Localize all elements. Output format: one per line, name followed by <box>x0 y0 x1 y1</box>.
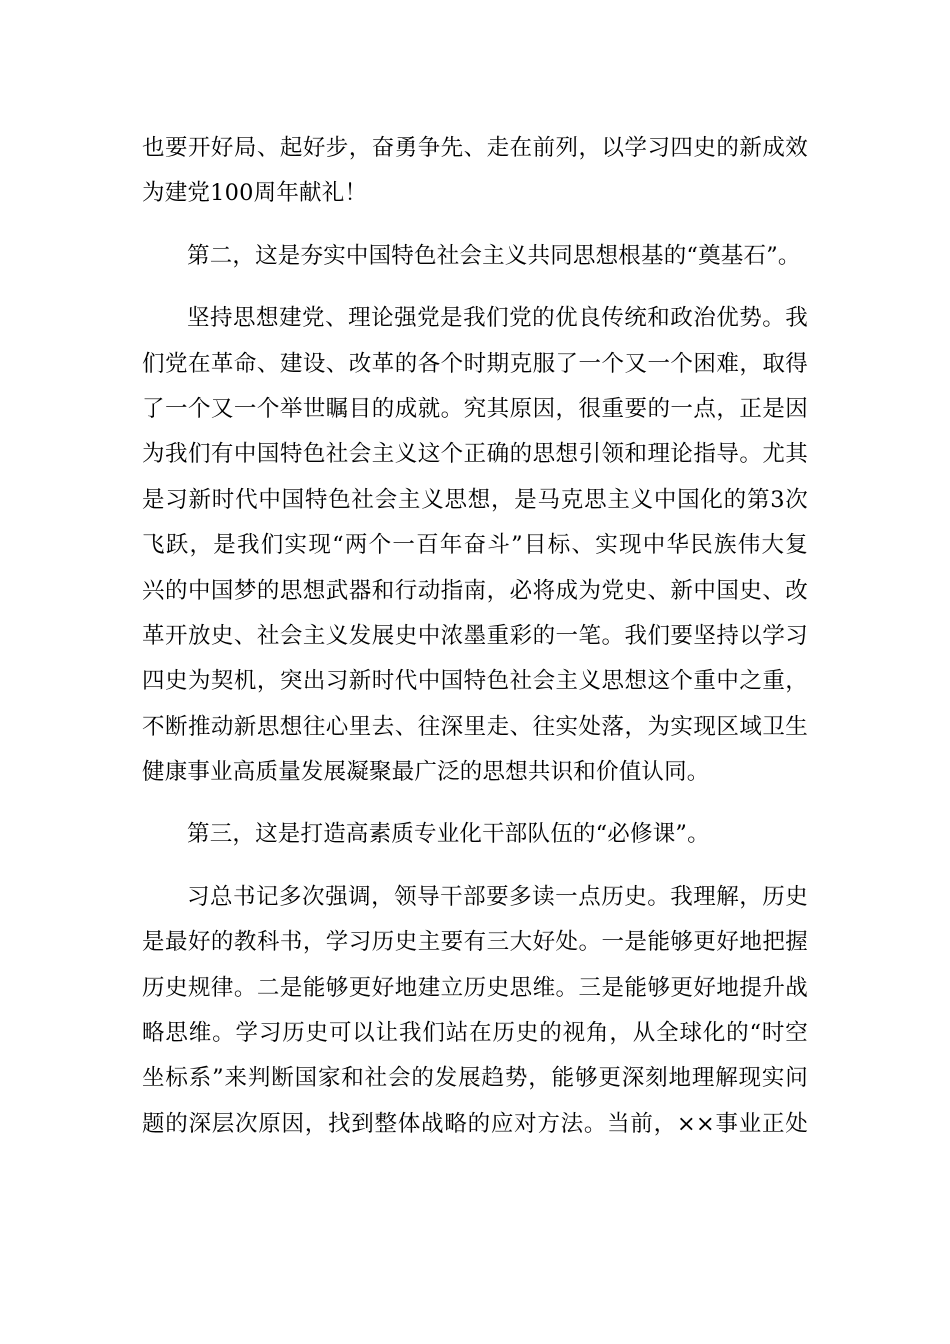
paragraph-line: 们党在革命、建设、改革的各个时期克服了一个又一个困难，取得 <box>142 350 808 377</box>
paragraph-line: 革开放史、社会主义发展史中浓墨重彩的一笔。我们要坚持以学习 <box>142 622 808 649</box>
paragraph-line: 是习新时代中国特色社会主义思想，是马克思主义中国化的第3次 <box>142 486 808 513</box>
paragraph-line: 题的深层次原因，找到整体战略的应对方法。当前，××事业正处 <box>142 1110 808 1137</box>
paragraph-line: 历史规律。二是能够更好地建立历史思维。三是能够更好地提升战 <box>142 974 808 1001</box>
paragraph-history <box>142 875 808 1147</box>
paragraph-line: 飞跃，是我们实现“两个一百年奋斗”目标、实现中华民族伟大复 <box>142 532 808 559</box>
heading-line: 第三，这是打造高素质专业化干部队伍的“必修课”。 <box>187 821 710 848</box>
paragraph-line: 坚持思想建党、理论强党是我们党的优良传统和政治优势。我 <box>187 305 808 332</box>
paragraph-line: 健康事业高质量发展凝聚最广泛的思想共识和价值认同。 <box>142 759 710 786</box>
paragraph-line: 为我们有中国特色社会主义这个正确的思想引领和理论指导。尤其 <box>142 441 808 468</box>
paragraph-line: 也要开好局、起好步，奋勇争先、走在前列，以学习四史的新成效 <box>142 135 808 161</box>
paragraph-line: 不断推动新思想往心里去、往深里走、往实处落，为实现区域卫生 <box>142 713 808 740</box>
section-heading-third <box>142 812 808 857</box>
paragraph-line: 兴的中国梦的思想武器和行动指南，必将成为党史、新中国史、改 <box>142 577 808 604</box>
paragraph-line: 是最好的教科书，学习历史主要有三大好处。一是能够更好地把握 <box>142 929 808 956</box>
heading-line: 第二，这是夯实中国特色社会主义共同思想根基的“奠基石”。 <box>187 242 801 269</box>
paragraph-ideology <box>142 296 808 795</box>
paragraph-continuation <box>142 126 808 217</box>
paragraph-line: 四史为契机，突出习新时代中国特色社会主义思想这个重中之重， <box>142 668 808 695</box>
section-heading-second <box>142 234 808 279</box>
paragraph-line: 习总书记多次强调，领导干部要多读一点历史。我理解，历史 <box>187 883 808 910</box>
paragraph-line: 略思维。学习历史可以让我们站在历史的视角，从全球化的“时空 <box>142 1020 808 1047</box>
paragraph-line: 为建党100周年献礼！ <box>142 180 368 207</box>
document-body <box>142 126 808 1147</box>
paragraph-line: 坐标系”来判断国家和社会的发展趋势，能够更深刻地理解现实问 <box>142 1065 808 1092</box>
paragraph-line: 了一个又一个举世瞩目的成就。究其原因，很重要的一点，正是因 <box>142 395 808 422</box>
